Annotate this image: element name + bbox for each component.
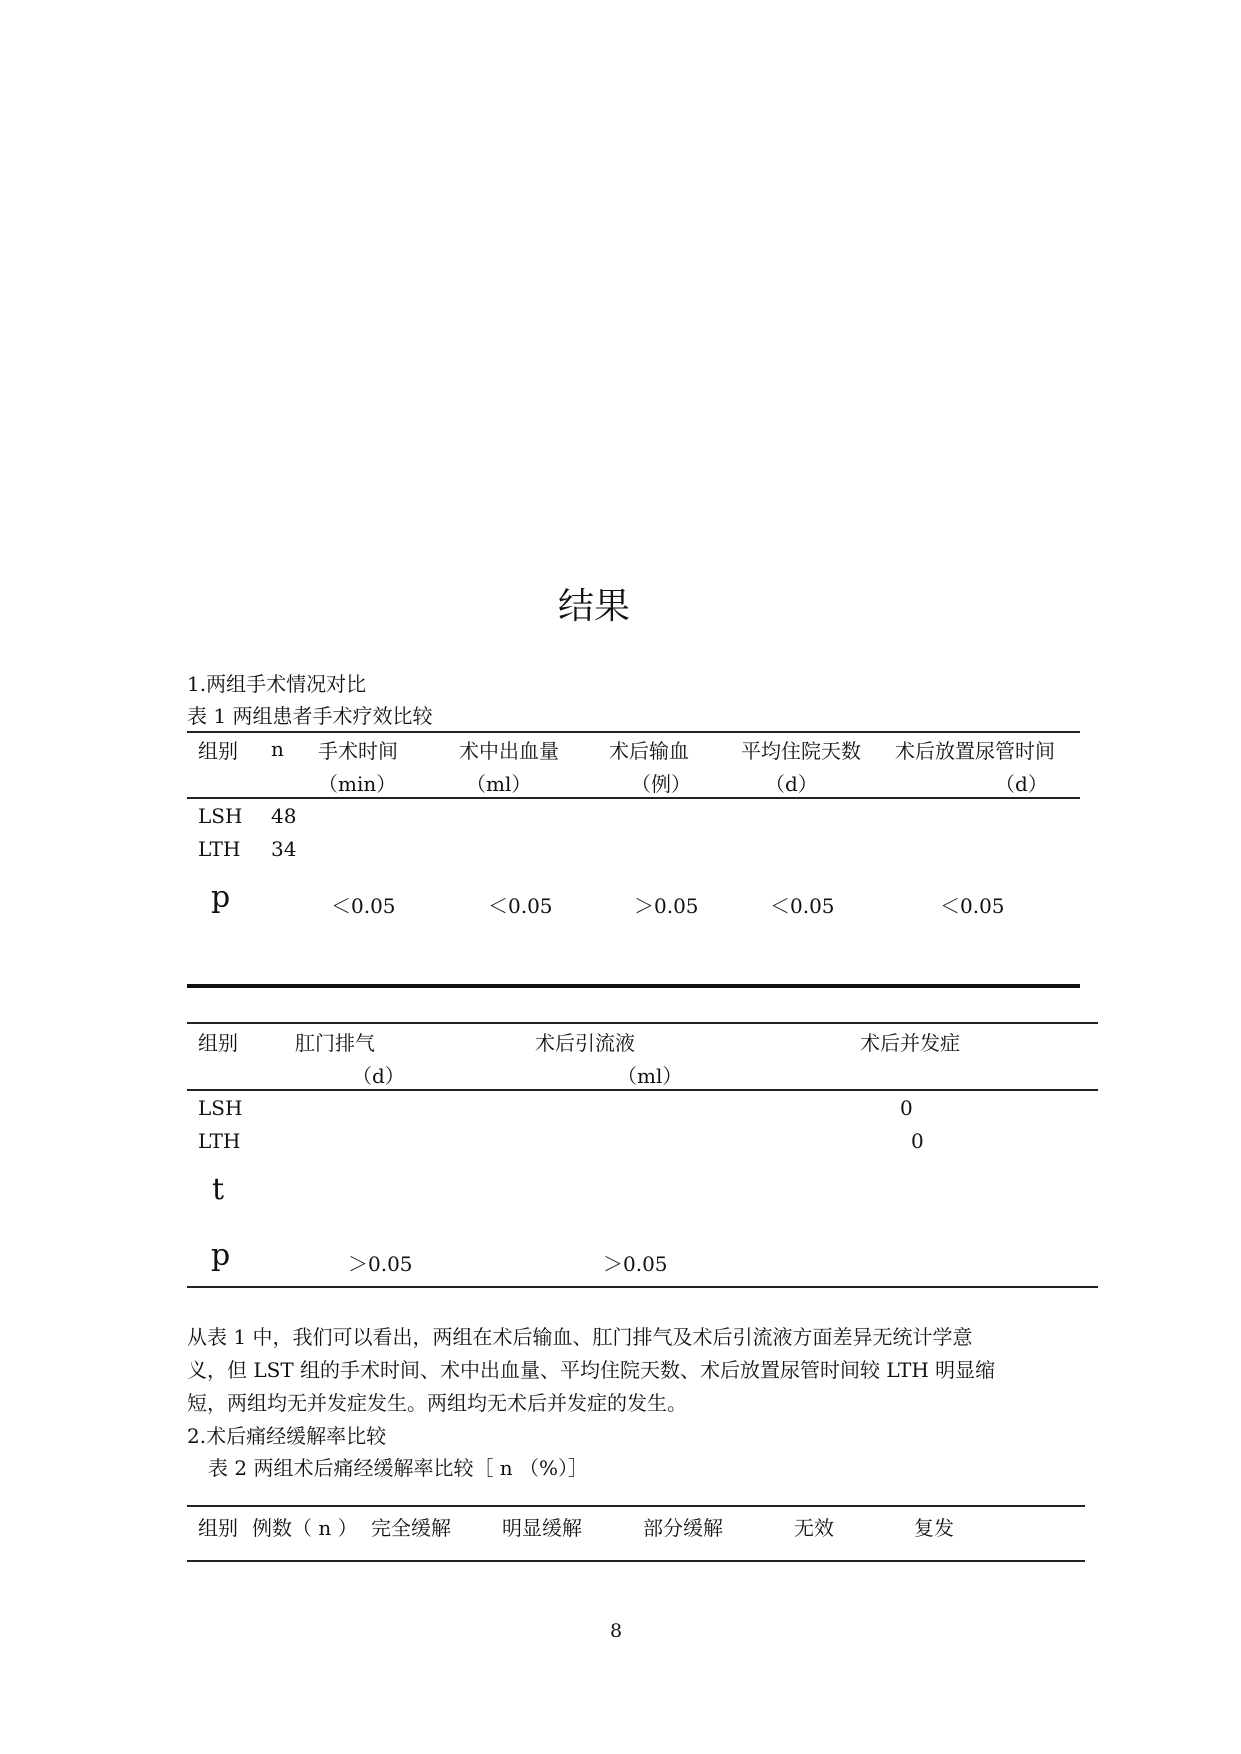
table-rule-top	[187, 1022, 1098, 1024]
header-group: 组别	[198, 739, 238, 763]
table-rule-header	[187, 1089, 1098, 1091]
p-label: p	[211, 1238, 231, 1273]
header-no-effect: 无效	[794, 1516, 834, 1540]
p-label: p	[211, 880, 231, 915]
table-rule-bottom	[187, 984, 1080, 988]
t-label: t	[212, 1172, 225, 1207]
header-marked-relief: 明显缓解	[502, 1516, 582, 1540]
header-recurrence: 复发	[914, 1516, 954, 1540]
paragraph-line: 从表 1 中，我们可以看出，两组在术后输血、肛门排气及术后引流液方面差异无统计学意	[187, 1325, 973, 1349]
row-group: LTH	[198, 837, 241, 861]
p-value: ＞0.05	[603, 1252, 668, 1276]
header-op-time: 手术时间	[318, 739, 398, 763]
header-blood-loss: 术中出血量	[459, 739, 559, 763]
result-paragraph	[187, 1321, 995, 1420]
p-value: ＞0.05	[348, 1252, 413, 1276]
table-caption-1: 表 1 两组患者手术疗效比较	[187, 704, 433, 728]
unit-drainage: （ml）	[617, 1064, 683, 1088]
header-drainage: 术后引流液	[535, 1031, 635, 1055]
page-title: 结果	[558, 586, 631, 627]
header-complete-relief: 完全缓解	[371, 1516, 451, 1540]
p-value: ＜0.05	[488, 894, 553, 918]
header-transfusion: 术后输血	[609, 739, 689, 763]
header-partial-relief: 部分缓解	[643, 1516, 723, 1540]
p-value: ＜0.05	[940, 894, 1005, 918]
row-complication: 0	[911, 1129, 924, 1153]
header-flatus: 肛门排气	[295, 1031, 375, 1055]
p-value: ＜0.05	[331, 894, 396, 918]
row-n: 48	[271, 804, 297, 828]
unit-hospital-days: （d）	[765, 772, 818, 796]
unit-flatus: （d）	[352, 1064, 405, 1088]
table-rule-bottom	[187, 1560, 1085, 1562]
p-value: ＜0.05	[770, 894, 835, 918]
header-n: n	[271, 737, 284, 761]
section-heading-2: 2.术后痛经缓解率比较	[187, 1424, 387, 1448]
row-group: LSH	[198, 804, 243, 828]
page-number: 8	[610, 1620, 623, 1642]
table-caption-2: 表 2 两组术后痛经缓解率比较［ n （%）］	[208, 1456, 589, 1480]
table-rule-top	[187, 1505, 1085, 1507]
row-n: 34	[271, 837, 297, 861]
table-rule-top	[187, 731, 1080, 733]
unit-catheter-time: （d）	[995, 772, 1048, 796]
row-complication: 0	[900, 1096, 913, 1120]
paragraph-line: 义，但 LST 组的手术时间、术中出血量、平均住院天数、术后放置尿管时间较 LTH 明显缩	[187, 1358, 996, 1382]
header-group: 组别	[198, 1031, 238, 1055]
paragraph-line: 短，两组均无并发症发生。两组均无术后并发症的发生。	[187, 1391, 687, 1415]
header-hospital-days: 平均住院天数	[741, 739, 861, 763]
unit-op-time: （min）	[318, 772, 397, 796]
section-heading-1: 1.两组手术情况对比	[187, 672, 367, 696]
row-group: LTH	[198, 1129, 241, 1153]
table-rule-bottom	[187, 1286, 1098, 1288]
table-rule-header	[187, 797, 1080, 799]
row-group: LSH	[198, 1096, 243, 1120]
unit-transfusion: （例）	[631, 772, 691, 796]
p-value: ＞0.05	[634, 894, 699, 918]
header-count: 例数（ n ）	[252, 1516, 358, 1540]
header-complication: 术后并发症	[860, 1031, 960, 1055]
header-catheter-time: 术后放置尿管时间	[895, 739, 1055, 763]
unit-blood-loss: （ml）	[466, 772, 532, 796]
header-group: 组别	[198, 1516, 238, 1540]
